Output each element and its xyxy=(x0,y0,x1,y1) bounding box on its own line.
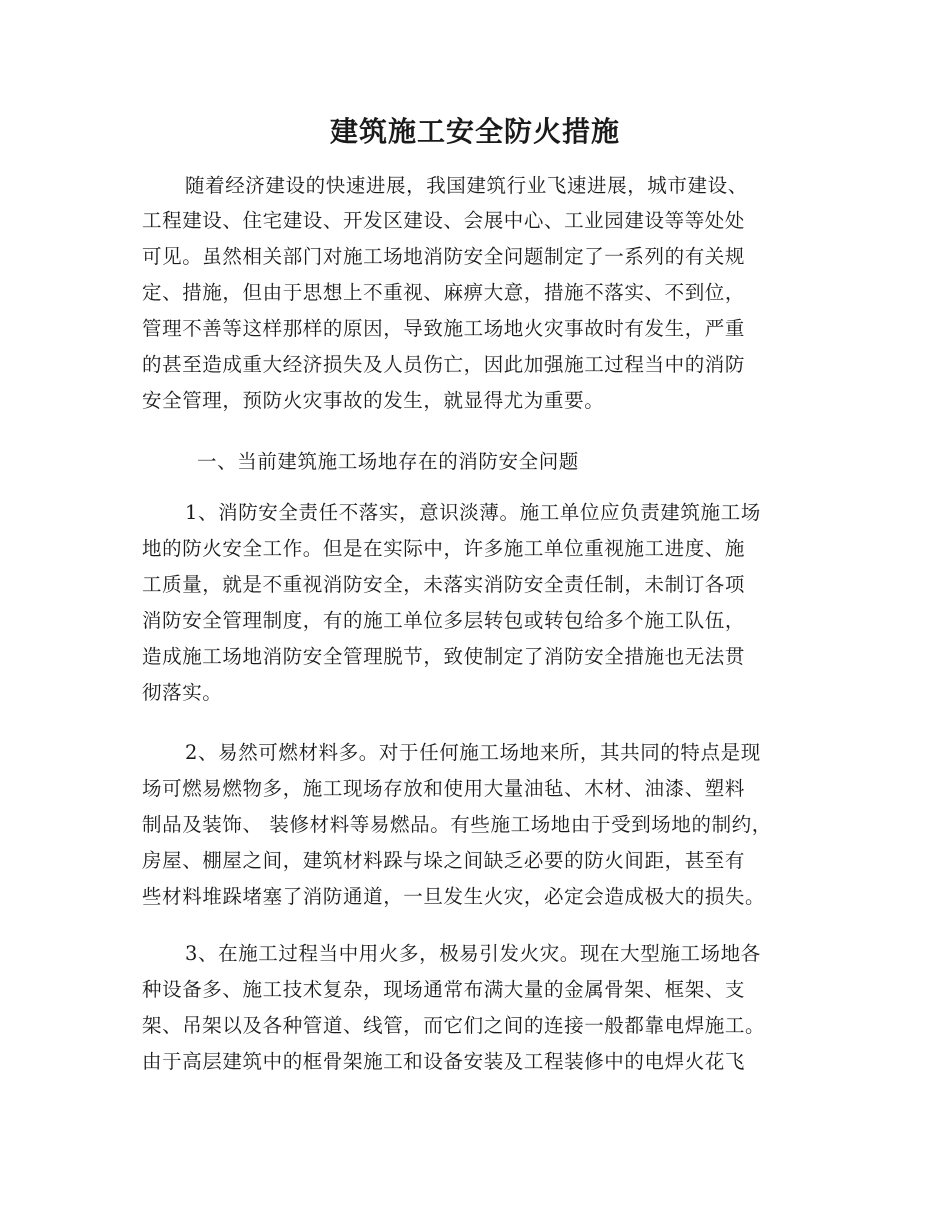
paragraph-line: 地的防火安全工作。但是在实际中，许多施工单位重视施工进度、施 xyxy=(142,537,746,560)
paragraph-line: 随着经济建设的快速进展，我国建筑行业飞速进展，城市建设、 xyxy=(185,174,748,197)
paragraph-line: 管理不善等这样那样的原因，导致施工场地火灾事故时有发生，严重 xyxy=(142,317,746,340)
paragraph-line: 场可燃易燃物多，施工现场存放和使用大量油毡、木材、油漆、塑料 xyxy=(142,777,746,800)
paragraph-line: 安全管理，预防火灾事故的发生，就显得尤为重要。 xyxy=(142,389,605,412)
paragraph-line: 造成施工场地消防安全管理脱节，致使制定了消防安全措施也无法贯 xyxy=(142,645,746,668)
paragraph-line: 架、吊架以及各种管道、线管，而它们之间的连接一般都靠电焊施工。 xyxy=(142,1014,766,1037)
paragraph-line: 1、消防安全责任不落实，意识淡薄。施工单位应负责建筑施工场 xyxy=(185,501,761,524)
paragraph-line: 彻落实。 xyxy=(142,681,223,704)
paragraph-line: 2、易然可燃材料多。对于任何施工场地来所，其共同的特点是现 xyxy=(185,741,761,764)
paragraph-line: 些材料堆跺堵塞了消防通道，一旦发生火灾，必定会造成极大的损失。 xyxy=(142,885,766,908)
paragraph-line: 由于高层建筑中的框骨架施工和设备安装及工程装修中的电焊火花飞 xyxy=(142,1050,746,1073)
paragraph-line: 3、在施工过程当中用火多，极易引发火灾。现在大型施工场地各 xyxy=(185,942,761,965)
paragraph-line: 制品及装饰、 装修材料等易燃品。有些施工场地由于受到场地的制约， xyxy=(142,813,772,836)
paragraph-line: 定、措施，但由于思想上不重视、麻痹大意，措施不落实、不到位， xyxy=(142,281,746,304)
document-title: 建筑施工安全防火措施 xyxy=(329,115,620,148)
paragraph-line: 的甚至造成重大经济损失及人员伤亡，因此加强施工过程当中的消防 xyxy=(142,353,746,376)
paragraph-line: 可见。虽然相关部门对施工场地消防安全问题制定了一系列的有关规 xyxy=(142,245,746,268)
paragraph-line: 房屋、棚屋之间，建筑材料跺与垛之间缺乏必要的防火间距，甚至有 xyxy=(142,849,746,872)
paragraph-line: 消防安全管理制度，有的施工单位多层转包或转包给多个施工队伍， xyxy=(142,609,746,632)
paragraph-line: 工质量，就是不重视消防安全，未落实消防安全责任制，未制订各项 xyxy=(142,573,746,596)
paragraph-line: 工程建设、住宅建设、开发区建设、会展中心、工业园建设等等处处 xyxy=(142,209,746,232)
section-heading: 一、当前建筑施工场地存在的消防安全问题 xyxy=(197,450,579,473)
paragraph-line: 种设备多、施工技术复杂，现场通常布满大量的金属骨架、框架、支 xyxy=(142,978,746,1001)
